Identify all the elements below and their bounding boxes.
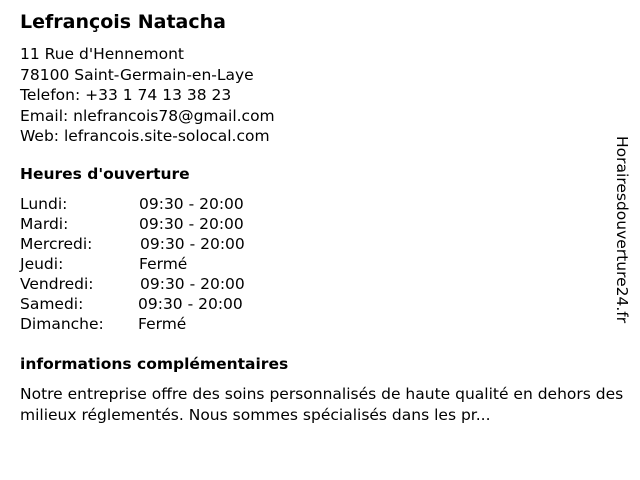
- hours-day: Jeudi:: [20, 255, 64, 273]
- hours-day: Vendredi:: [20, 275, 94, 293]
- info-heading: informations complémentaires: [20, 355, 289, 373]
- hours-time: 09:30 - 20:00: [139, 215, 244, 233]
- business-name: Lefrançois Natacha: [20, 11, 226, 33]
- info-description: Notre entreprise offre des soins personnalisés de haute qualité en dehors des milieux réglementés. Nous sommes spécialisés dans les pr...: [20, 385, 624, 424]
- site-watermark: Horairesdouverture24.fr: [613, 136, 631, 324]
- hours-time: Fermé: [138, 315, 187, 333]
- hours-time: Fermé: [139, 255, 188, 273]
- email-address[interactable]: Email: nlefrancois78@gmail.com: [20, 106, 275, 125]
- website-link[interactable]: Web: lefrancois.site-solocal.com: [20, 127, 270, 145]
- hours-time: 09:30 - 20:00: [140, 275, 245, 293]
- contact-block: [20, 44, 275, 147]
- hours-day: Mercredi:: [20, 235, 93, 253]
- hours-day: Dimanche:: [20, 315, 104, 333]
- address-city: 78100 Saint-Germain-en-Laye: [20, 65, 254, 84]
- hours-time: 09:30 - 20:00: [140, 235, 245, 253]
- hours-time: 09:30 - 20:00: [138, 295, 243, 313]
- address-street: 11 Rue d'Hennemont: [20, 45, 184, 63]
- hours-time: 09:30 - 20:00: [139, 195, 244, 213]
- phone-number[interactable]: Telefon: +33 1 74 13 38 23: [20, 86, 232, 104]
- hours-day: Samedi:: [20, 295, 84, 313]
- hours-day: Lundi:: [20, 195, 68, 213]
- hours-heading: Heures d'ouverture: [20, 165, 190, 183]
- hours-day: Mardi:: [20, 215, 69, 233]
